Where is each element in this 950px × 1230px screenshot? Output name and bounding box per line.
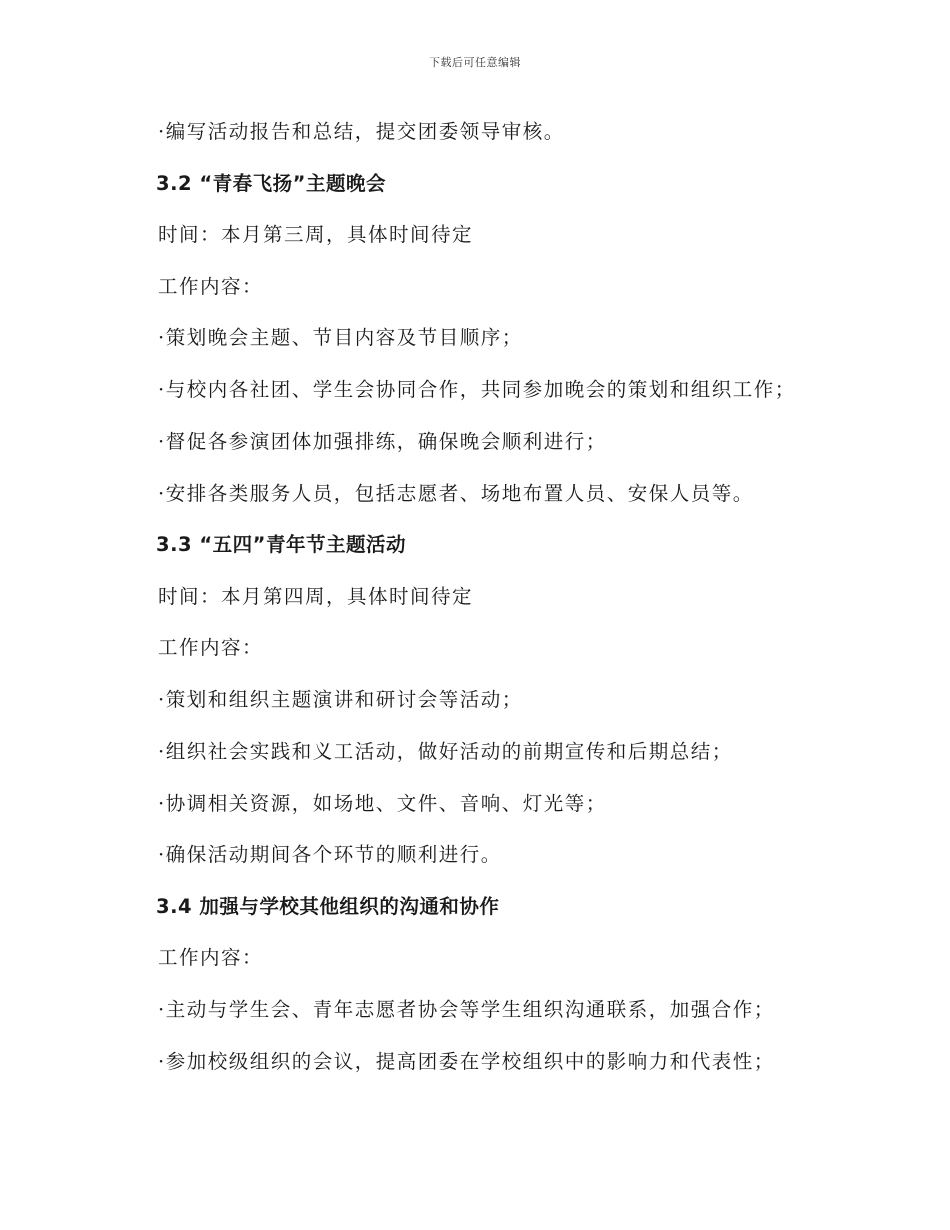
work-content-label: 工作内容： (158, 636, 264, 659)
section-heading-3-2: 3.2 “青春飞扬”主题晚会 (156, 172, 386, 195)
bullet-line: ·参加校级组织的会议，提高团委在学校组织中的影响力和代表性； (158, 1050, 775, 1073)
bullet-line: ·策划和组织主题演讲和研讨会等活动； (158, 688, 523, 711)
bullet-line: ·督促各参演团体加强排练，确保晚会顺利进行； (158, 430, 607, 453)
bullet-line: ·协调相关资源，如场地、文件、音响、灯光等； (158, 792, 607, 815)
section-heading-3-3: 3.3 “五四”青年节主题活动 (156, 533, 406, 556)
section-heading-3-4: 3.4 加强与学校其他组织的沟通和协作 (156, 895, 500, 918)
bullet-line: ·组织社会实践和义工活动，做好活动的前期宣传和后期总结； (158, 740, 733, 763)
time-line: 时间：本月第四周，具体时间待定 (158, 585, 474, 608)
work-content-label: 工作内容： (158, 946, 264, 969)
bullet-line: ·主动与学生会、青年志愿者协会等学生组织沟通联系，加强合作； (158, 998, 775, 1021)
bullet-line: ·与校内各社团、学生会协同合作，共同参加晚会的策划和组织工作； (158, 378, 796, 401)
page-header-note: 下载后可任意编辑 (429, 56, 521, 69)
bullet-line: ·安排各类服务人员，包括志愿者、场地布置人员、安保人员等。 (158, 482, 754, 505)
time-line: 时间：本月第三周，具体时间待定 (158, 223, 474, 246)
bullet-line: ·编写活动报告和总结，提交团委领导审核。 (158, 120, 565, 143)
bullet-line: ·确保活动期间各个环节的顺利进行。 (158, 843, 502, 866)
bullet-line: ·策划晚会主题、节目内容及节目顺序； (158, 326, 523, 349)
work-content-label: 工作内容： (158, 275, 264, 298)
